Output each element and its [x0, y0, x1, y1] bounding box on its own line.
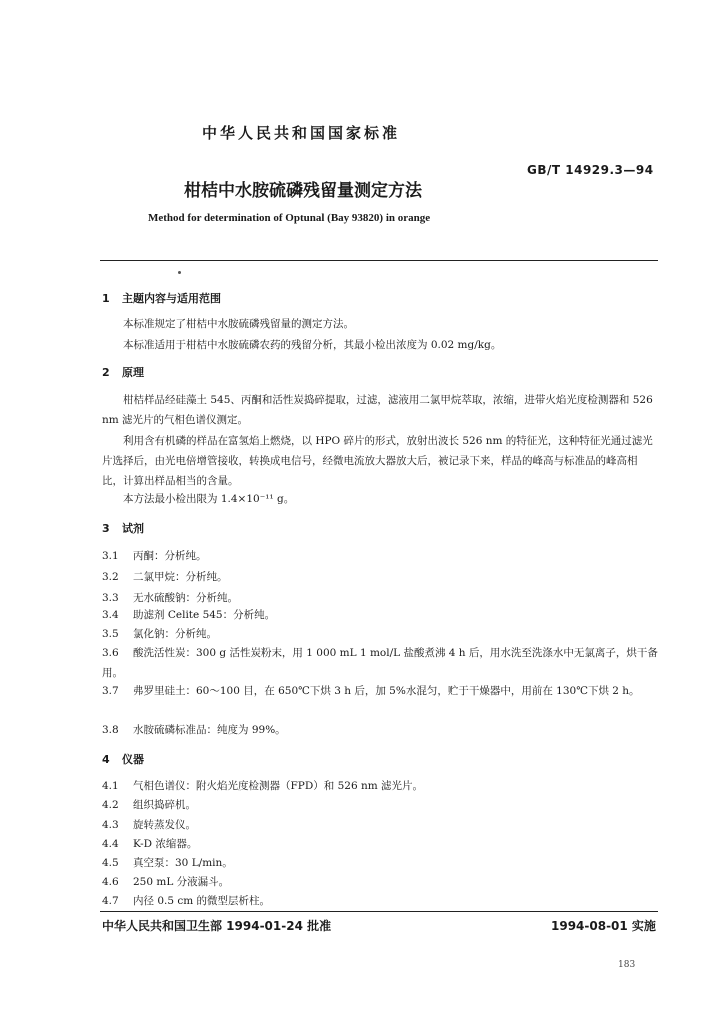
- instrument-item: [102, 834, 658, 854]
- item-text: 旋转蒸发仪。: [133, 819, 196, 831]
- section-2-number: 2: [102, 366, 110, 379]
- item-number: 3.3: [102, 592, 119, 604]
- section-4-heading: [102, 751, 144, 767]
- section-3-number: 3: [102, 522, 110, 535]
- item-text: K-D 浓缩器。: [133, 838, 198, 850]
- section-2-title: 原理: [122, 366, 144, 379]
- item-text: 弗罗里硅土：60～100 目，在 650℃下烘 3 h 后，加 5%水混匀，贮于干燥器中，用前在 130℃下烘 2 h。: [133, 685, 640, 697]
- item-number: 3.7: [102, 685, 119, 697]
- item-number: 3.5: [102, 628, 119, 640]
- instrument-item: [102, 872, 658, 892]
- reagent-item: [102, 720, 658, 740]
- footer-rule: [100, 911, 658, 912]
- implementation-date: 1994-08-01 实施: [551, 919, 656, 933]
- item-number: 4.5: [102, 857, 119, 869]
- reagent-item: [102, 546, 658, 566]
- item-number: 4.4: [102, 838, 119, 850]
- section-1-number: 1: [102, 292, 110, 305]
- section-1-title: 主题内容与适用范围: [122, 292, 221, 305]
- item-text: 氯化钠：分析纯。: [133, 628, 217, 640]
- section-1-heading: [102, 290, 221, 306]
- item-number: 3.4: [102, 609, 119, 621]
- section-4-number: 4: [102, 753, 110, 766]
- reagent-item: [102, 643, 658, 683]
- document-title: 柑桔中水胺硫磷残留量测定方法: [184, 181, 422, 201]
- reagent-item: [102, 567, 658, 587]
- item-text: 250 mL 分液漏斗。: [133, 876, 230, 888]
- instrument-item: [102, 815, 658, 835]
- item-number: 4.7: [102, 895, 119, 907]
- item-number: 4.2: [102, 799, 119, 811]
- english-title: Method for determination of Optunal (Bay 93820) in orange: [148, 212, 431, 224]
- item-number: 3.8: [102, 724, 119, 736]
- scan-speck: [178, 271, 181, 274]
- section-2-paragraph-2: 利用含有机磷的样品在富氢焰上燃烧，以 HPO 碎片的形式，放射出波长 526 nm 的特征光，这种特征光通过滤光片选择后，由光电倍增管接收，转换成电信号，经微电流放大器放大后，被记录下来，样品的峰高与标准品的峰高相比，计算出样品相当的含量。: [102, 435, 653, 487]
- item-text: 水胺硫磷标准品：纯度为 99%。: [133, 724, 286, 736]
- item-text: 组织捣碎机。: [133, 799, 196, 811]
- standard-name: 中华人民共和国国家标准: [202, 124, 401, 142]
- reagent-item: [102, 681, 658, 701]
- section-1-paragraph-1: 本标准规定了柑桔中水胺硫磷残留量的测定方法。: [123, 318, 354, 330]
- item-number: 4.1: [102, 780, 119, 792]
- item-number: 3.6: [102, 647, 119, 659]
- approval-line: 中华人民共和国卫生部 1994-01-24 批准: [102, 919, 332, 933]
- section-3-heading: [102, 520, 144, 536]
- header-rule: [100, 260, 658, 261]
- section-3-title: 试剂: [122, 522, 144, 535]
- item-text: 丙酮：分析纯。: [133, 550, 207, 562]
- standard-code: GB/T 14929.3—94: [527, 163, 654, 177]
- item-number: 3.2: [102, 571, 119, 583]
- item-text: 二氯甲烷：分析纯。: [133, 571, 228, 583]
- item-text: 真空泵：30 L/min。: [133, 857, 233, 869]
- item-number: 3.1: [102, 550, 119, 562]
- item-number: 4.3: [102, 819, 119, 831]
- section-1-paragraph-2: 本标准适用于柑桔中水胺硫磷农药的残留分析，其最小检出浓度为 0.02 mg/kg。: [123, 339, 502, 351]
- section-2-paragraph-3: 本方法最小检出限为 1.4×10⁻¹¹ g。: [123, 493, 295, 505]
- item-text: 无水硫酸钠：分析纯。: [133, 592, 238, 604]
- reagent-item: [102, 624, 658, 644]
- item-text: 内径 0.5 cm 的微型层析柱。: [133, 895, 271, 907]
- item-number: 4.6: [102, 876, 119, 888]
- instrument-item: [102, 853, 658, 873]
- item-text: 酸洗活性炭：300 g 活性炭粉末，用 1 000 mL 1 mol/L 盐酸煮沸 4 h 后，用水洗至洗涤水中无氯离子，烘干备用。: [102, 647, 658, 679]
- section-2-heading: [102, 364, 144, 380]
- section-2-paragraph-1: 柑桔样品经硅藻土 545、丙酮和活性炭捣碎提取，过滤，滤液用二氯甲烷萃取，浓缩，进带火焰光度检测器和 526 nm 滤光片的气相色谱仪测定。: [102, 394, 653, 426]
- instrument-item: [102, 776, 658, 796]
- instrument-item: [102, 891, 658, 911]
- item-text: 助滤剂 Celite 545：分析纯。: [133, 609, 276, 621]
- section-4-title: 仪器: [122, 753, 144, 766]
- page-number: 183: [618, 960, 636, 970]
- instrument-item: [102, 795, 658, 815]
- reagent-item: [102, 605, 658, 625]
- item-text: 气相色谱仪：附火焰光度检测器（FPD）和 526 nm 滤光片。: [133, 780, 424, 792]
